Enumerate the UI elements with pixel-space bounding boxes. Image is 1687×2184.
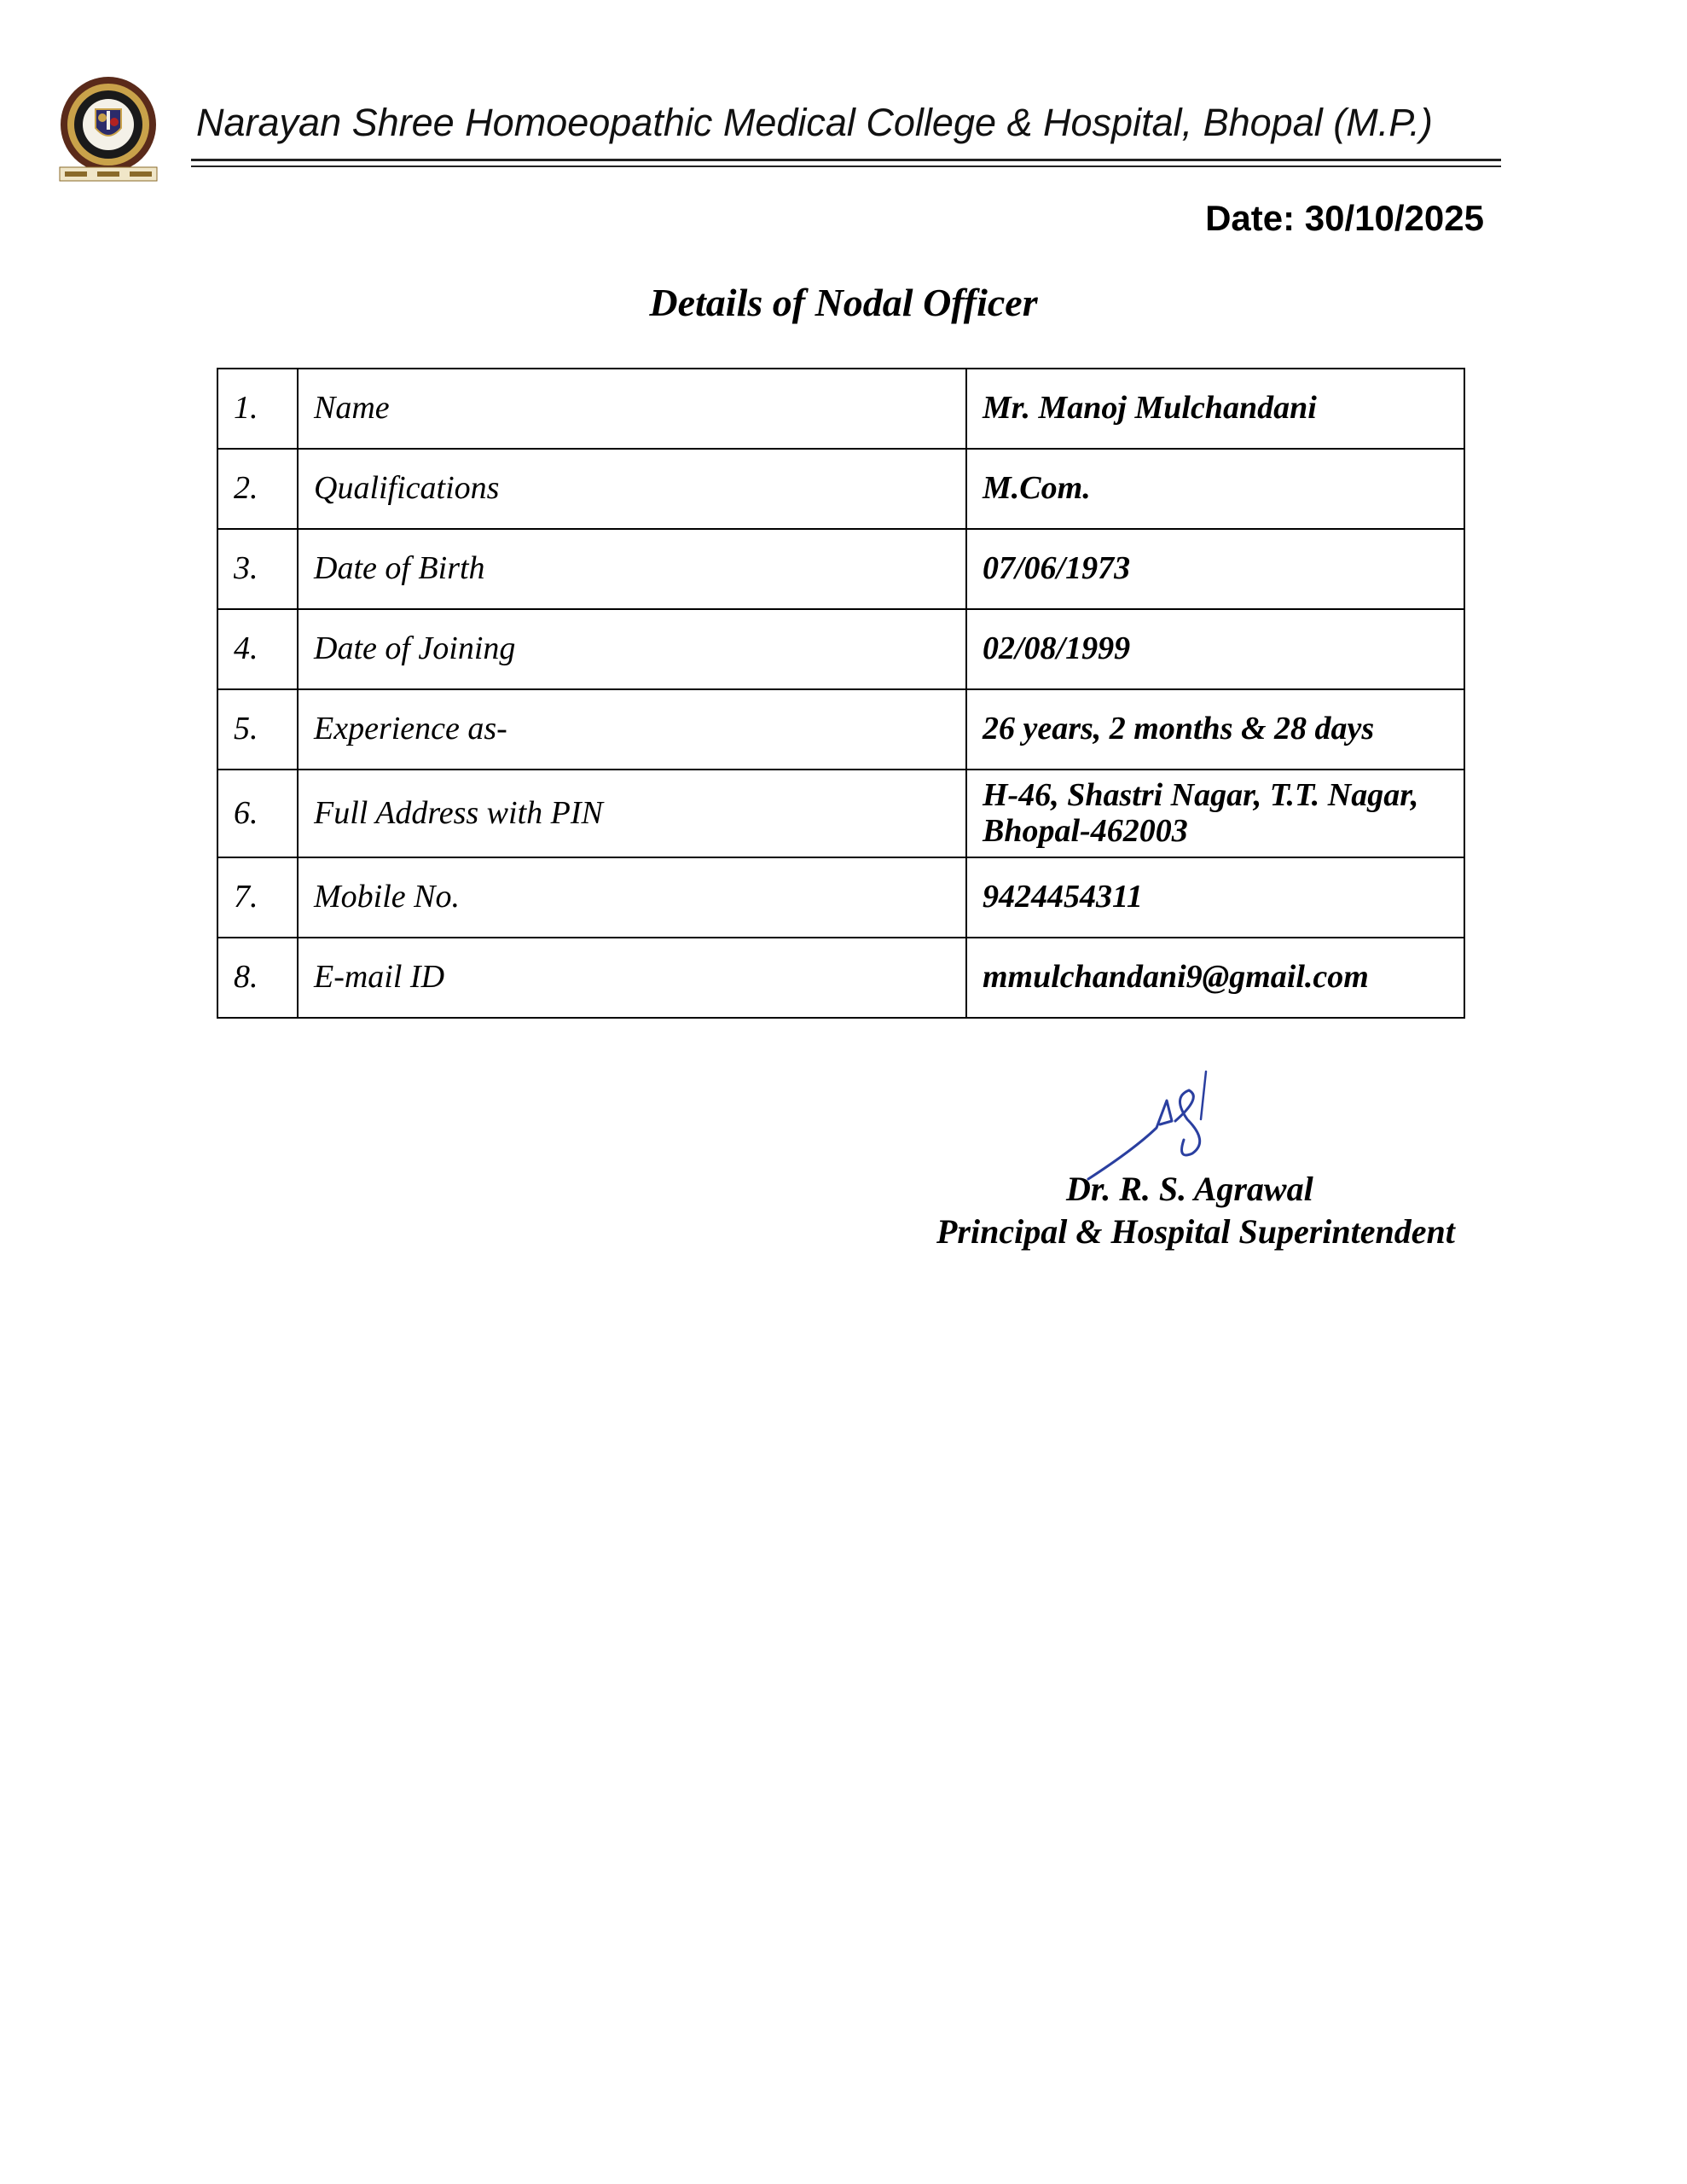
field-value: 02/08/1999 (966, 609, 1464, 689)
field-label: Name (298, 369, 966, 449)
field-value: 9424454311 (966, 857, 1464, 938)
signatory-designation: Principal & Hospital Superintendent (936, 1212, 1455, 1251)
row-number: 5. (217, 689, 298, 770)
table-row (217, 689, 1464, 770)
field-value: 07/06/1973 (966, 529, 1464, 609)
table-row (217, 449, 1464, 529)
header-divider-double (191, 166, 1501, 167)
row-number: 4. (217, 609, 298, 689)
field-value: M.Com. (966, 449, 1464, 529)
field-label: Qualifications (298, 449, 966, 529)
table-row (217, 609, 1464, 689)
field-label: Date of Joining (298, 609, 966, 689)
nodal-officer-details-table (217, 368, 1465, 1019)
document-date: Date: 30/10/2025 (1205, 198, 1484, 238)
header-divider (191, 159, 1501, 161)
table-row (217, 369, 1464, 449)
field-value: mmulchandani9@gmail.com (966, 938, 1464, 1018)
field-label: Experience as- (298, 689, 966, 770)
table-row (217, 770, 1464, 857)
field-value: 26 years, 2 months & 28 days (966, 689, 1464, 770)
table-row (217, 857, 1464, 938)
row-number: 7. (217, 857, 298, 938)
field-label: Full Address with PIN (298, 770, 966, 857)
row-number: 8. (217, 938, 298, 1018)
table-row (217, 529, 1464, 609)
table-row (217, 938, 1464, 1018)
institution-name: Narayan Shree Homoeopathic Medical College & Hospital, Bhopal (M.P.) (196, 101, 1433, 144)
field-label: E-mail ID (298, 938, 966, 1018)
row-number: 6. (217, 770, 298, 857)
field-value: H-46, Shastri Nagar, T.T. Nagar, Bhopal-462003 (966, 770, 1464, 857)
signatory-name: Dr. R. S. Agrawal (1066, 1170, 1313, 1208)
college-seal-icon (53, 75, 164, 184)
row-number: 3. (217, 529, 298, 609)
row-number: 2. (217, 449, 298, 529)
document-title: Details of Nodal Officer (649, 281, 1038, 324)
row-number: 1. (217, 369, 298, 449)
field-label: Mobile No. (298, 857, 966, 938)
field-value: Mr. Manoj Mulchandani (966, 369, 1464, 449)
field-label: Date of Birth (298, 529, 966, 609)
